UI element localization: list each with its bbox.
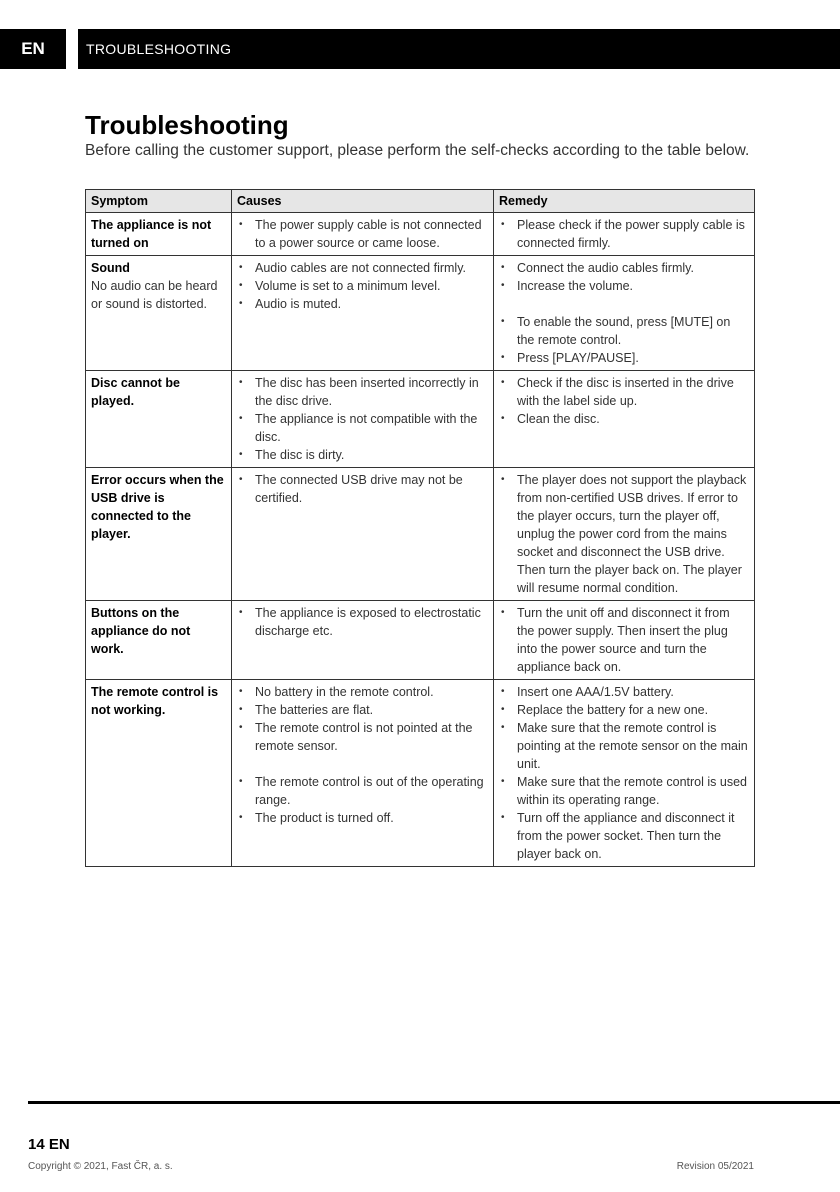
page-title: Troubleshooting	[85, 110, 289, 140]
symptom-description: No audio can be heard or sound is distorted.	[91, 279, 218, 311]
causes-cell	[232, 256, 494, 371]
intro-text: Before calling the customer support, please perform the self-checks according to the table below.	[85, 142, 750, 159]
cause-item: • The product is turned off.	[237, 809, 488, 827]
remedy-cell	[494, 680, 755, 867]
symptom-title: Sound	[91, 261, 130, 275]
table-row	[86, 468, 755, 601]
cause-item: • The batteries are flat.	[237, 701, 488, 719]
table-row	[86, 601, 755, 680]
cause-item: • The disc is dirty.	[237, 446, 488, 464]
table-row	[86, 680, 755, 867]
causes-cell	[232, 213, 494, 256]
cause-item: • The appliance is not compatible with the disc.	[237, 410, 488, 446]
remedy-cell	[494, 601, 755, 680]
cause-item: • The remote control is not pointed at the remote sensor.	[237, 719, 488, 755]
symptom-title: The appliance is not turned on	[91, 218, 212, 250]
page-number: 14 EN	[28, 1136, 70, 1153]
symptom-title: Disc cannot be played.	[91, 376, 180, 408]
symptom-title: Error occurs when the USB drive is connected to the player.	[91, 473, 224, 541]
column-header-symptom: Symptom	[86, 190, 232, 213]
causes-cell	[232, 468, 494, 601]
remedy-cell	[494, 468, 755, 601]
cause-item: • The remote control is out of the operating range.	[237, 773, 488, 809]
cause-item: • Audio cables are not connected firmly.	[237, 259, 488, 277]
remedy-item: • Turn off the appliance and disconnect it from the power socket. Then turn the player back on.	[499, 809, 749, 863]
cause-item: • Audio is muted.	[237, 295, 488, 313]
remedy-item: • Increase the volume.	[499, 277, 749, 295]
cause-item: • The disc has been inserted incorrectly in the disc drive.	[237, 374, 488, 410]
table-row	[86, 256, 755, 371]
remedy-item: • Turn the unit off and disconnect it from the power supply. Then insert the plug into the power source and turn the appliance back on.	[499, 604, 749, 676]
symptom-cell	[86, 213, 232, 256]
symptom-cell	[86, 680, 232, 867]
causes-cell	[232, 371, 494, 468]
symptom-title: The remote control is not working.	[91, 685, 219, 717]
remedy-cell	[494, 256, 755, 371]
remedy-item: • Make sure that the remote control is pointing at the remote sensor on the main unit.	[499, 719, 749, 773]
section-label: TROUBLESHOOTING	[86, 41, 232, 57]
remedy-item: • Press [PLAY/PAUSE].	[499, 349, 749, 367]
header-separator	[66, 29, 78, 69]
causes-cell	[232, 601, 494, 680]
table-row	[86, 213, 755, 256]
cause-item: • No battery in the remote control.	[237, 683, 488, 701]
table-row	[86, 371, 755, 468]
remedy-item: • Make sure that the remote control is used within its operating range.	[499, 773, 749, 809]
copyright-text: Copyright © 2021, Fast ČR, a. s.	[28, 1161, 173, 1172]
remedy-item: • The player does not support the playback from non-certified USB drives. If error to the player occurs, turn the player off, unplug the power cord from the mains socket and disconnect the USB drive. Then turn the player back on. The player will resume normal condition.	[499, 471, 749, 597]
revision-text: Revision 05/2021	[676, 1161, 754, 1172]
cause-item: • The power supply cable is not connected to a power source or came loose.	[237, 216, 488, 252]
column-header-causes: Causes	[232, 190, 494, 213]
remedy-item: • To enable the sound, press [MUTE] on the remote control.	[499, 313, 749, 349]
language-badge: EN	[0, 29, 66, 69]
symptom-title: Buttons on the appliance do not work.	[91, 606, 191, 656]
remedy-item: • Replace the battery for a new one.	[499, 701, 749, 719]
troubleshooting-table	[85, 189, 755, 867]
symptom-cell	[86, 601, 232, 680]
column-header-remedy: Remedy	[494, 190, 755, 213]
remedy-cell	[494, 213, 755, 256]
remedy-item: • Insert one AAA/1.5V battery.	[499, 683, 749, 701]
cause-item: • The appliance is exposed to electrostatic discharge etc.	[237, 604, 488, 640]
remedy-item: • Connect the audio cables firmly.	[499, 259, 749, 277]
symptom-cell	[86, 256, 232, 371]
cause-item: • Volume is set to a minimum level.	[237, 277, 488, 295]
remedy-item: • Please check if the power supply cable is connected firmly.	[499, 216, 749, 252]
symptom-cell	[86, 371, 232, 468]
symptom-cell	[86, 468, 232, 601]
remedy-item: • Clean the disc.	[499, 410, 749, 428]
table-header-row	[86, 190, 755, 213]
remedy-item: • Check if the disc is inserted in the drive with the label side up.	[499, 374, 749, 410]
remedy-cell	[494, 371, 755, 468]
footer-rule	[28, 1101, 840, 1104]
cause-item: • The connected USB drive may not be certified.	[237, 471, 488, 507]
causes-cell	[232, 680, 494, 867]
